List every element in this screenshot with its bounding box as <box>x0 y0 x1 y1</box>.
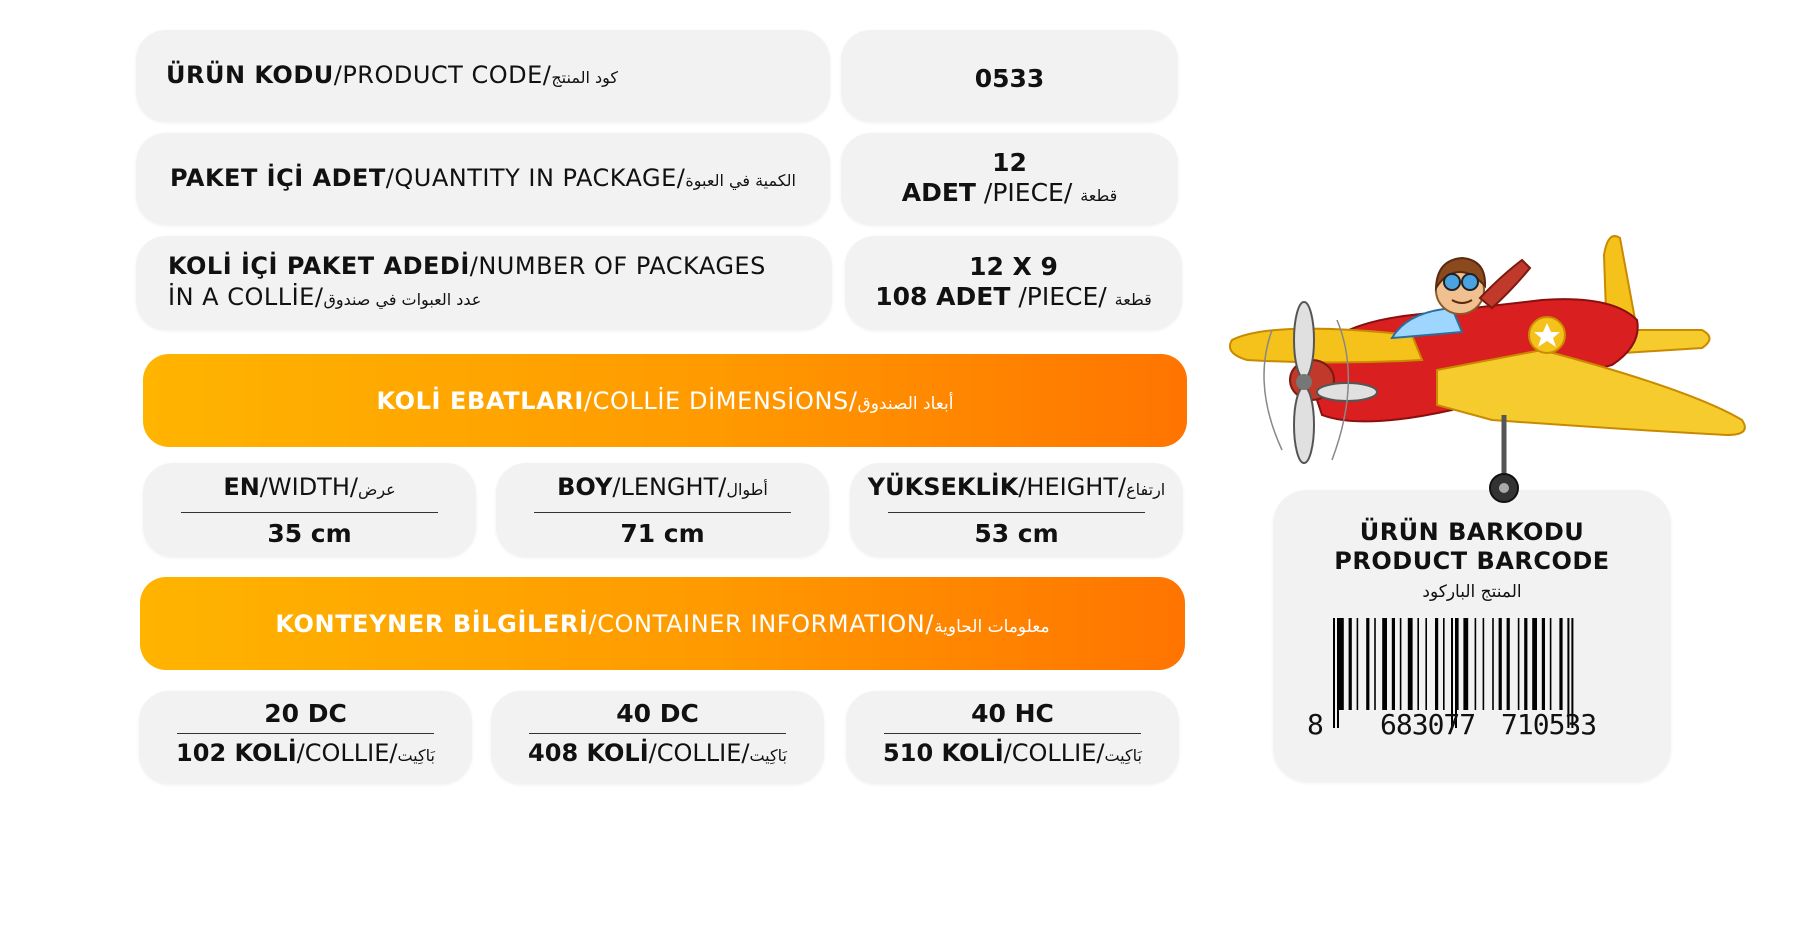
length-card: BOY/LENGHT/أطوال 71 cm <box>496 463 829 557</box>
container-40hc-card: 40 HC 510 KOLİ/COLLIE/بَاكِيت <box>846 691 1179 784</box>
barcode-bar <box>1524 618 1527 710</box>
packages-value-card <box>845 236 1182 330</box>
product-code-label-card <box>136 30 830 122</box>
barcode-bar <box>1425 618 1427 710</box>
barcode-bar <box>1483 618 1485 710</box>
barcode-bar <box>1507 618 1510 710</box>
packages-label-card <box>136 236 832 330</box>
width-card: EN/WIDTH/عرض 35 cm <box>143 463 476 557</box>
barcode-title-line2: PRODUCT BARCODE <box>1334 547 1610 575</box>
barcode-bar <box>1382 618 1387 710</box>
barcode-bar <box>1408 618 1413 710</box>
barcode-bar <box>1349 618 1352 710</box>
collie-dimensions-banner: KOLİ EBATLARI/COLLİE DİMENSİONS/أبعاد الصندوق <box>143 354 1187 447</box>
barcode-title-line1: ÜRÜN BARKODU <box>1359 518 1585 546</box>
barcode-bar <box>1357 618 1359 710</box>
barcode-bar <box>1339 618 1344 710</box>
barcode-digits-right: 710533 <box>1501 708 1597 741</box>
container-20dc-card: 20 DC 102 KOLİ/COLLIE/بَاكِيت <box>139 691 472 784</box>
product-code-value-card <box>841 30 1178 122</box>
barcode-bar <box>1475 618 1477 710</box>
barcode-bar <box>1532 618 1537 710</box>
barcode-title-arabic: المنتج الباركود <box>1422 582 1522 602</box>
height-value: 53 cm <box>974 519 1059 548</box>
barcode-bar <box>1443 618 1445 710</box>
product-code-label: ÜRÜN KODU/PRODUCT CODE/كود المنتج <box>166 60 618 89</box>
cartoon-pilot-airplane-illustration <box>1212 220 1752 520</box>
quantity-value: 12 ADET /PIECE/ قطعة <box>901 147 1118 207</box>
barcode-bar <box>1499 618 1502 710</box>
barcode-bar <box>1542 618 1545 710</box>
divider <box>884 733 1141 734</box>
width-value: 35 cm <box>267 519 352 548</box>
quantity-label: PAKET İÇİ ADET/QUANTITY IN PACKAGE/الكمية في العبوة <box>170 163 796 192</box>
barcode-bar <box>1492 618 1494 710</box>
barcode-bar <box>1559 618 1562 710</box>
length-value: 71 cm <box>620 519 705 548</box>
barcode-bar <box>1374 618 1376 710</box>
container-40dc-card: 40 DC 408 KOLİ/COLLIE/بَاكِيت <box>491 691 824 784</box>
barcode-digits-left: 683077 <box>1380 708 1476 741</box>
barcode-bar <box>1518 618 1520 710</box>
divider <box>888 512 1145 513</box>
divider <box>534 512 791 513</box>
packages-value: 12 X 9 108 ADET /PIECE/ قطعة <box>875 251 1152 311</box>
container-information-banner: KONTEYNER BİLGİLERİ/CONTAINER INFORMATION/معلومات الحاوية <box>140 577 1185 670</box>
barcode-bar <box>1550 618 1552 710</box>
quantity-label-card <box>136 133 830 225</box>
barcode-card <box>1273 490 1671 782</box>
barcode-bar <box>1366 618 1369 710</box>
product-code-value: 0533 <box>974 64 1045 93</box>
barcode-digit-first: 8 <box>1307 708 1324 741</box>
quantity-value-card <box>841 133 1178 225</box>
barcode-bar <box>1435 618 1438 710</box>
divider <box>177 733 434 734</box>
barcode-guard-bar <box>1337 618 1339 728</box>
barcode-bar <box>1417 618 1419 710</box>
packages-label: KOLİ İÇİ PAKET ADEDİ/NUMBER OF PACKAGES İN A COLLİE/عدد العبوات في صندوق <box>168 252 766 311</box>
divider <box>181 512 438 513</box>
barcode-bar <box>1400 618 1402 710</box>
barcode-guard-bar <box>1333 618 1335 728</box>
barcode-bar <box>1463 618 1468 710</box>
divider <box>529 733 786 734</box>
height-card: YÜKSEKLİK/HEIGHT/ارتفاع 53 cm <box>850 463 1183 557</box>
barcode-bar <box>1457 618 1459 710</box>
barcode-bar <box>1392 618 1395 710</box>
